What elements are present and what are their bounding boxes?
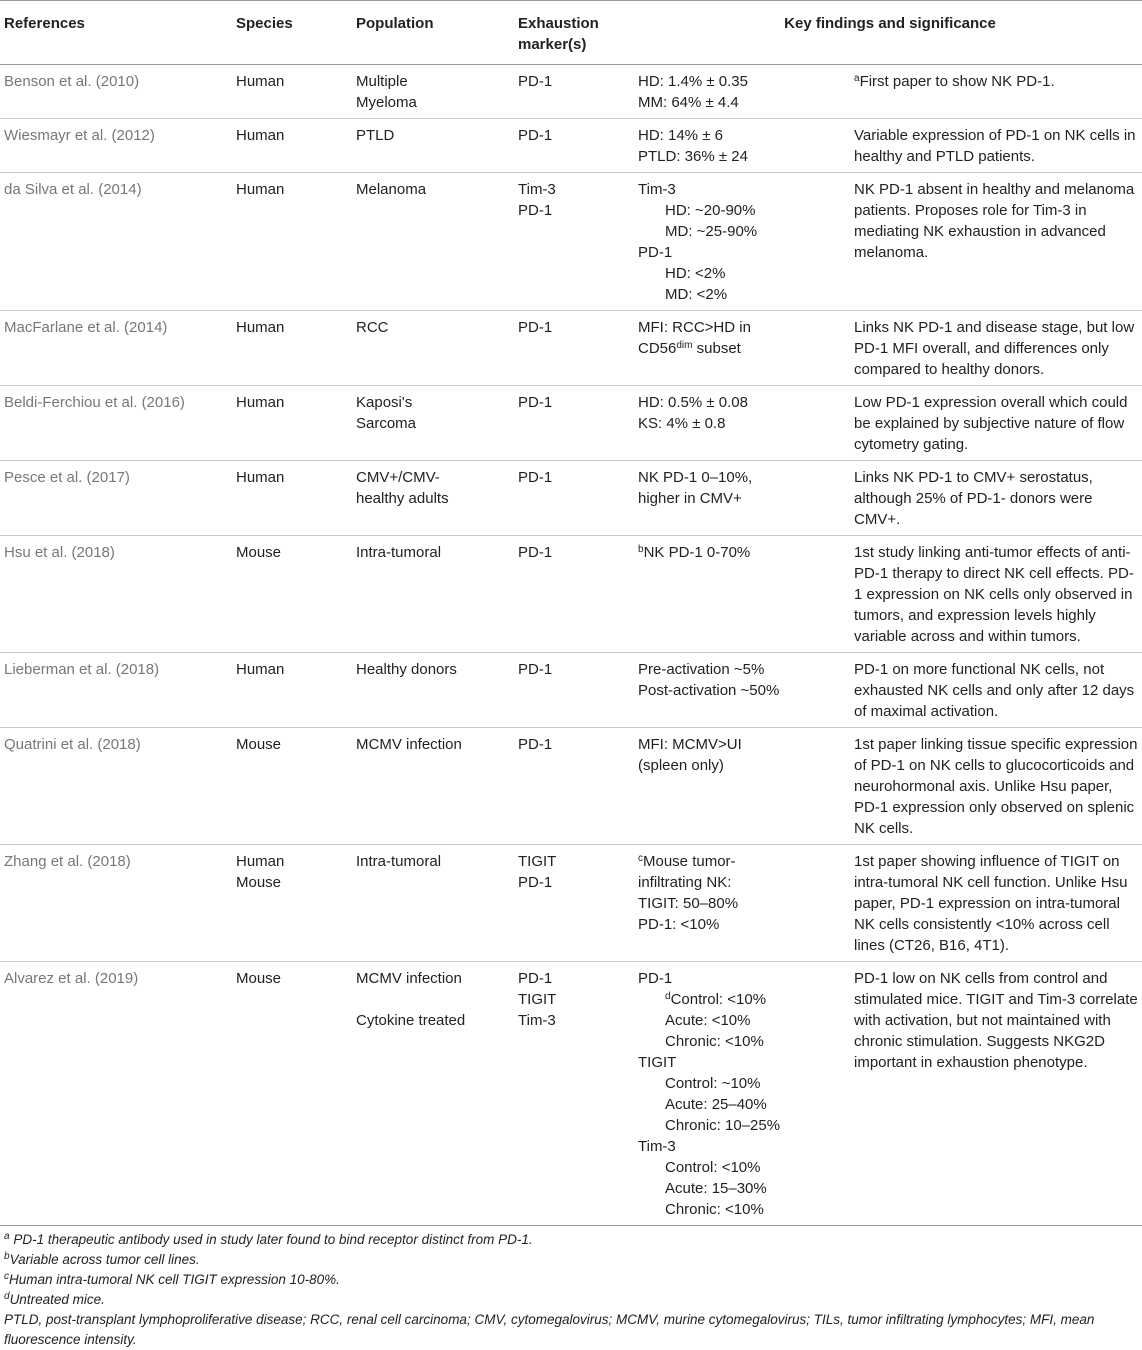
population-cell xyxy=(356,461,518,536)
data-line xyxy=(638,392,854,413)
footnote-text: Human intra-tumoral NK cell TIGIT expression 10-80%. xyxy=(9,1272,340,1287)
data-line xyxy=(638,179,854,200)
data-line xyxy=(638,989,854,1010)
data-line xyxy=(638,488,854,509)
data-line xyxy=(638,893,854,914)
data-line xyxy=(638,71,854,92)
markers-cell xyxy=(518,65,638,119)
findings-cell xyxy=(854,728,1142,845)
population-cell xyxy=(356,311,518,386)
population-cell xyxy=(356,728,518,845)
marker-text: PD-1 xyxy=(518,544,553,561)
footnote-text: Untreated mice. xyxy=(9,1292,105,1307)
findings-text xyxy=(854,968,1142,1073)
population-text: Melanoma xyxy=(356,181,427,198)
population-text: RCC xyxy=(356,319,389,336)
findings-cell xyxy=(854,461,1142,536)
data-cell xyxy=(638,536,854,653)
findings-text xyxy=(854,467,1142,530)
species-cell xyxy=(236,845,356,962)
table-row xyxy=(0,173,1142,311)
reference-text: Benson et al. (2010) xyxy=(4,73,140,90)
reference-text: Beldi-Ferchiou et al. (2016) xyxy=(4,394,185,411)
findings-body: PD-1 on more functional NK cells, not exhausted NK cells and only after 12 days of maximal activation. xyxy=(854,661,1135,720)
population-text: PTLD xyxy=(356,127,395,144)
data-text: HD: 0.5% ± 0.08 xyxy=(638,394,748,411)
footnote-text: Variable across tumor cell lines. xyxy=(9,1252,200,1267)
data-cell xyxy=(638,119,854,173)
marker-text: PD-1 xyxy=(518,127,553,144)
species-cell xyxy=(236,386,356,461)
data-text: Tim-3 xyxy=(638,181,676,198)
data-line xyxy=(638,1178,854,1199)
findings-text xyxy=(854,734,1142,839)
species-cell xyxy=(236,536,356,653)
data-text: MM: 64% ± 4.4 xyxy=(638,94,739,111)
footnote-marker: b xyxy=(4,1251,10,1262)
data-text-tail: subset xyxy=(692,340,741,357)
footnote xyxy=(4,1270,1142,1290)
population-text: Myeloma xyxy=(356,94,417,111)
species-text: Human xyxy=(236,73,285,90)
reference-cell xyxy=(0,311,236,386)
header-species: Species xyxy=(236,1,356,65)
markers-cell xyxy=(518,461,638,536)
footnote-marker: d xyxy=(665,991,671,1002)
species-cell xyxy=(236,461,356,536)
reference-cell xyxy=(0,119,236,173)
marker-text: PD-1 xyxy=(518,202,553,219)
population-cell xyxy=(356,845,518,962)
species-cell xyxy=(236,728,356,845)
footnote-marker: a xyxy=(854,73,860,84)
reference-cell xyxy=(0,173,236,311)
data-line xyxy=(638,263,854,284)
data-line xyxy=(638,317,854,338)
species-cell xyxy=(236,962,356,1226)
header-key-findings: Key findings and significance xyxy=(638,1,1142,65)
findings-text xyxy=(854,125,1142,167)
species-cell xyxy=(236,311,356,386)
data-text: (spleen only) xyxy=(638,757,724,774)
data-cell xyxy=(638,65,854,119)
species-cell xyxy=(236,173,356,311)
population-cell xyxy=(356,119,518,173)
species-text: Human xyxy=(236,661,285,678)
markers-cell xyxy=(518,536,638,653)
findings-cell xyxy=(854,311,1142,386)
marker-text: PD-1 xyxy=(518,319,553,336)
superscript-text: dim xyxy=(676,340,693,351)
findings-body: Variable expression of PD-1 on NK cells in healthy and PTLD patients. xyxy=(854,127,1136,165)
data-line xyxy=(638,146,854,167)
reference-text: Wiesmayr et al. (2012) xyxy=(4,127,155,144)
population-text xyxy=(356,989,518,1010)
findings-text xyxy=(854,392,1142,455)
species-cell xyxy=(236,119,356,173)
reference-text: da Silva et al. (2014) xyxy=(4,181,142,198)
findings-cell xyxy=(854,962,1142,1226)
table-row xyxy=(0,461,1142,536)
footnote-marker: c xyxy=(4,1271,9,1282)
data-line xyxy=(638,1199,854,1220)
findings-text xyxy=(854,71,1142,92)
data-line xyxy=(638,1010,854,1031)
findings-cell xyxy=(854,536,1142,653)
data-line xyxy=(638,872,854,893)
data-line xyxy=(638,284,854,305)
reference-cell xyxy=(0,653,236,728)
reference-cell xyxy=(0,962,236,1226)
data-cell xyxy=(638,311,854,386)
data-text: MD: ~25-90% xyxy=(665,223,758,240)
data-text: Control: <10% xyxy=(670,991,767,1008)
data-text: NK PD-1 0-70% xyxy=(643,544,751,561)
population-text: MCMV infection xyxy=(356,736,462,753)
findings-body: First paper to show NK PD-1. xyxy=(859,73,1055,90)
footnote xyxy=(4,1290,1142,1310)
table-row xyxy=(0,536,1142,653)
reference-text: Pesce et al. (2017) xyxy=(4,469,130,486)
reference-cell xyxy=(0,461,236,536)
marker-text: TIGIT xyxy=(518,853,557,870)
data-text: Mouse tumor- xyxy=(643,853,736,870)
data-text: HD: <2% xyxy=(665,265,726,282)
abbreviations-note: PTLD, post-transplant lymphoproliferative disease; RCC, renal cell carcinoma; CMV, cytomegalovirus; MCMV, murine cytomegalovirus; TILs, tumor infiltrating lymphocytes; MFI, mean fluorescence intensity. xyxy=(4,1312,1095,1347)
findings-text xyxy=(854,851,1142,956)
findings-cell xyxy=(854,119,1142,173)
data-line xyxy=(638,914,854,935)
markers-cell xyxy=(518,653,638,728)
population-text: Intra-tumoral xyxy=(356,544,442,561)
data-cell xyxy=(638,173,854,311)
table-row xyxy=(0,962,1142,1226)
species-text: Human xyxy=(236,181,285,198)
data-line xyxy=(638,92,854,113)
species-text: Human xyxy=(236,469,285,486)
data-line xyxy=(638,413,854,434)
population-text: healthy adults xyxy=(356,490,449,507)
data-text: Post-activation ~50% xyxy=(638,682,780,699)
footnote-marker: c xyxy=(638,853,643,864)
population-text: Cytokine treated xyxy=(356,1012,466,1029)
reference-text: MacFarlane et al. (2014) xyxy=(4,319,168,336)
data-cell xyxy=(638,653,854,728)
findings-body: PD-1 low on NK cells from control and stimulated mice. TIGIT and Tim-3 correlate with activation, but not maintained with chronic stimulation. Suggests NKG2D important in exhaustion phenotype. xyxy=(854,970,1138,1071)
table-row xyxy=(0,728,1142,845)
reference-cell xyxy=(0,728,236,845)
findings-body: 1st study linking anti-tumor effects of anti-PD-1 therapy to direct NK cell effects. PD-1 expression on NK cells only observed in tumors, and expression levels highly variable across and within tumors. xyxy=(854,544,1134,645)
data-line xyxy=(638,755,854,776)
reference-text: Hsu et al. (2018) xyxy=(4,544,115,561)
data-line xyxy=(638,242,854,263)
data-text: PD-1 xyxy=(638,244,673,261)
species-text: Human xyxy=(236,127,285,144)
data-text: NK PD-1 0–10%, xyxy=(638,469,753,486)
species-cell xyxy=(236,65,356,119)
data-text: HD: 14% ± 6 xyxy=(638,127,723,144)
findings-cell xyxy=(854,65,1142,119)
data-text: PD-1: <10% xyxy=(638,916,720,933)
findings-body: NK PD-1 absent in healthy and melanoma patients. Proposes role for Tim-3 in mediating NK exhaustion in advanced melanoma. xyxy=(854,181,1135,261)
marker-text: TIGIT xyxy=(518,991,557,1008)
footnote-marker: a xyxy=(4,1231,10,1242)
population-cell xyxy=(356,962,518,1226)
findings-body: 1st paper linking tissue specific expression of PD-1 on NK cells to glucocorticoids and neurohormonal axis. Unlike Hsu paper, PD-1 expression only observed on splenic NK cells. xyxy=(854,736,1138,837)
footnote xyxy=(4,1230,1142,1250)
table-row xyxy=(0,119,1142,173)
markers-cell xyxy=(518,728,638,845)
table-row xyxy=(0,65,1142,119)
data-cell xyxy=(638,728,854,845)
marker-text: PD-1 xyxy=(518,970,553,987)
findings-body: Links NK PD-1 to CMV+ serostatus, although 25% of PD-1- donors were CMV+. xyxy=(854,469,1093,528)
data-line xyxy=(638,659,854,680)
findings-body: 1st paper showing influence of TIGIT on intra-tumoral NK cell function. Unlike Hsu paper, PD-1 expression on intra-tumoral NK cells consistently <10% across cell lines (CT26, B16, 4T1). xyxy=(854,853,1128,954)
data-line xyxy=(638,542,854,563)
data-line xyxy=(638,338,854,359)
data-line xyxy=(638,851,854,872)
data-text: MFI: RCC>HD in xyxy=(638,319,751,336)
data-text: Control: ~10% xyxy=(665,1075,761,1092)
markers-cell xyxy=(518,386,638,461)
data-line xyxy=(638,1115,854,1136)
data-text: higher in CMV+ xyxy=(638,490,742,507)
data-line xyxy=(638,1052,854,1073)
data-line xyxy=(638,200,854,221)
findings-text xyxy=(854,317,1142,380)
data-text: TIGIT: 50–80% xyxy=(638,895,739,912)
data-line xyxy=(638,680,854,701)
data-text: Acute: <10% xyxy=(665,1012,751,1029)
data-text: MFI: MCMV>UI xyxy=(638,736,742,753)
species-text: Mouse xyxy=(236,544,282,561)
data-text: Acute: 15–30% xyxy=(665,1180,767,1197)
data-text: KS: 4% ± 0.8 xyxy=(638,415,726,432)
data-line xyxy=(638,221,854,242)
population-text: Kaposi's xyxy=(356,394,413,411)
footnote-marker: d xyxy=(4,1291,10,1302)
reference-text: Lieberman et al. (2018) xyxy=(4,661,160,678)
data-cell xyxy=(638,962,854,1226)
data-text: infiltrating NK: xyxy=(638,874,732,891)
population-cell xyxy=(356,386,518,461)
footnote-text: PD-1 therapeutic antibody used in study later found to bind receptor distinct from PD-1. xyxy=(9,1232,533,1247)
species-text: Human xyxy=(236,394,285,411)
data-cell xyxy=(638,461,854,536)
findings-body: Low PD-1 expression overall which could be explained by subjective nature of flow cytometry gating. xyxy=(854,394,1128,453)
data-cell xyxy=(638,845,854,962)
data-line xyxy=(638,125,854,146)
markers-cell xyxy=(518,173,638,311)
table-body xyxy=(0,65,1142,1226)
data-text: HD: ~20-90% xyxy=(665,202,756,219)
data-text: CD56 xyxy=(638,340,677,357)
footnote-marker: b xyxy=(638,544,644,555)
reference-cell xyxy=(0,386,236,461)
population-cell xyxy=(356,653,518,728)
marker-text: Tim-3 xyxy=(518,181,556,198)
marker-text: PD-1 xyxy=(518,661,553,678)
data-text: Control: <10% xyxy=(665,1159,761,1176)
table-row xyxy=(0,845,1142,962)
reference-text: Alvarez et al. (2019) xyxy=(4,970,139,987)
reference-cell xyxy=(0,536,236,653)
marker-text: PD-1 xyxy=(518,874,553,891)
population-cell xyxy=(356,65,518,119)
reference-cell xyxy=(0,845,236,962)
markers-cell xyxy=(518,962,638,1226)
marker-text: PD-1 xyxy=(518,736,553,753)
findings-cell xyxy=(854,845,1142,962)
data-line xyxy=(638,734,854,755)
population-cell xyxy=(356,173,518,311)
species-text: Mouse xyxy=(236,874,282,891)
data-line xyxy=(638,968,854,989)
table-row xyxy=(0,311,1142,386)
marker-text: PD-1 xyxy=(518,73,553,90)
data-line xyxy=(638,467,854,488)
species-text: Mouse xyxy=(236,970,282,987)
findings-text xyxy=(854,659,1142,722)
species-cell xyxy=(236,653,356,728)
data-text: Chronic: 10–25% xyxy=(665,1117,781,1134)
findings-text xyxy=(854,179,1142,263)
data-text: MD: <2% xyxy=(665,286,728,303)
data-text: Pre-activation ~5% xyxy=(638,661,765,678)
data-text: PD-1 xyxy=(638,970,673,987)
data-cell xyxy=(638,386,854,461)
marker-text: PD-1 xyxy=(518,394,553,411)
table-row xyxy=(0,653,1142,728)
population-text: CMV+/CMV- xyxy=(356,469,440,486)
reference-cell xyxy=(0,65,236,119)
data-line xyxy=(638,1094,854,1115)
reference-text: Quatrini et al. (2018) xyxy=(4,736,141,753)
data-text: TIGIT xyxy=(638,1054,677,1071)
findings-body: Links NK PD-1 and disease stage, but low PD-1 MFI overall, and differences only compared to healthy donors. xyxy=(854,319,1135,378)
population-cell xyxy=(356,536,518,653)
species-text: Human xyxy=(236,853,285,870)
findings-cell xyxy=(854,386,1142,461)
footnote xyxy=(4,1250,1142,1270)
marker-text: Tim-3 xyxy=(518,1012,556,1029)
data-line xyxy=(638,1031,854,1052)
species-text: Human xyxy=(236,319,285,336)
data-line xyxy=(638,1073,854,1094)
population-text: MCMV infection xyxy=(356,970,462,987)
header-exhaustion-markers: Exhaustion marker(s) xyxy=(518,1,638,65)
markers-cell xyxy=(518,845,638,962)
data-text: HD: 1.4% ± 0.35 xyxy=(638,73,748,90)
data-text: Acute: 25–40% xyxy=(665,1096,767,1113)
header-population: Population xyxy=(356,1,518,65)
findings-cell xyxy=(854,653,1142,728)
findings-cell xyxy=(854,173,1142,311)
marker-text: PD-1 xyxy=(518,469,553,486)
markers-cell xyxy=(518,119,638,173)
population-text: Multiple xyxy=(356,73,408,90)
species-text: Mouse xyxy=(236,736,282,753)
data-line xyxy=(638,1157,854,1178)
header-references: References xyxy=(0,1,236,65)
table-footnotes xyxy=(0,1226,1142,1350)
reference-text: Zhang et al. (2018) xyxy=(4,853,131,870)
findings-text xyxy=(854,542,1142,647)
population-text: Intra-tumoral xyxy=(356,853,442,870)
population-text: Healthy donors xyxy=(356,661,457,678)
markers-cell xyxy=(518,311,638,386)
table-row xyxy=(0,386,1142,461)
data-text: PTLD: 36% ± 24 xyxy=(638,148,748,165)
population-text: Sarcoma xyxy=(356,415,417,432)
data-line xyxy=(638,1136,854,1157)
header-row xyxy=(0,1,1142,65)
table-header xyxy=(0,1,1142,65)
data-text: Tim-3 xyxy=(638,1138,676,1155)
data-text: Chronic: <10% xyxy=(665,1201,764,1218)
data-text: Chronic: <10% xyxy=(665,1033,764,1050)
